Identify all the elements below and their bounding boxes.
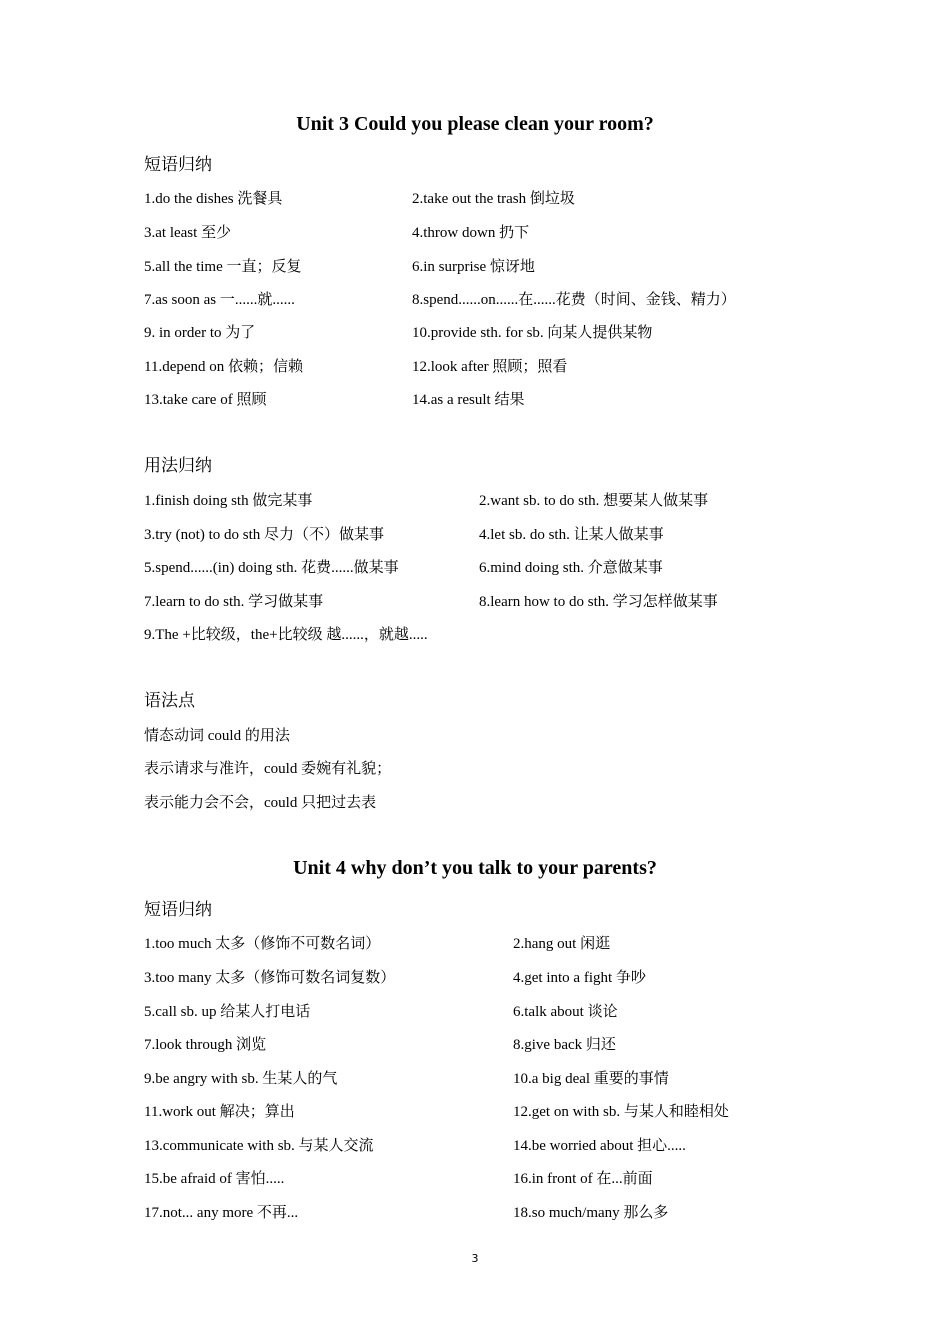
- usage-item: 1.finish doing sth 做完某事: [144, 493, 313, 509]
- phrase-item: 15.be afraid of 害怕.....: [144, 1171, 285, 1187]
- phrase-item: 3.too many 太多（修饰可数名词复数）: [144, 970, 396, 986]
- phrase-item: 14.be worried about 担心.....: [513, 1138, 686, 1154]
- phrase-item: 4.throw down 扔下: [412, 225, 530, 241]
- usage-item: 7.learn to do sth. 学习做某事: [144, 594, 324, 610]
- phrase-item: 18.so much/many 那么多: [513, 1205, 669, 1221]
- page-number: 3: [471, 1252, 479, 1265]
- phrase-item: 5.all the time 一直；反复: [144, 259, 302, 275]
- phrase-item: 10.a big deal 重要的事情: [513, 1071, 669, 1087]
- phrase-item: 11.work out 解决；算出: [144, 1104, 295, 1120]
- phrase-item: 8.give back 归还: [513, 1037, 616, 1053]
- phrase-item: 2.take out the trash 倒垃圾: [412, 191, 575, 207]
- phrase-item: 9.be angry with sb. 生某人的气: [144, 1071, 338, 1087]
- grammar-item: 情态动词 could 的用法: [144, 728, 290, 744]
- usage-item: 3.try (not) to do sth 尽力（不）做某事: [144, 527, 384, 543]
- usage-item: 9.The +比较级，the+比较级 越......，就越.....: [144, 627, 428, 643]
- phrase-item: 14.as a result 结果: [412, 392, 525, 408]
- phrase-item: 7.look through 浏览: [144, 1037, 267, 1053]
- phrase-item: 17.not... any more 不再...: [144, 1205, 299, 1221]
- phrase-item: 1.too much 太多（修饰不可数名词）: [144, 936, 381, 952]
- usage-item: 6.mind doing sth. 介意做某事: [479, 560, 663, 576]
- phrase-item: 6.in surprise 惊讶地: [412, 259, 535, 275]
- phrase-item: 9. in order to 为了: [144, 325, 256, 341]
- usage-item: 8.learn how to do sth. 学习怎样做某事: [479, 594, 718, 610]
- phrase-item: 4.get into a fight 争吵: [513, 970, 646, 986]
- unit3-usage-heading: 用法归纳: [144, 456, 212, 476]
- phrase-item: 8.spend......on......在......花费（时间、金钱、精力）: [412, 292, 736, 308]
- usage-item: 2.want sb. to do sth. 想要某人做某事: [479, 493, 709, 509]
- phrase-item: 7.as soon as 一......就......: [144, 292, 295, 308]
- phrase-item: 1.do the dishes 洗餐具: [144, 191, 283, 207]
- phrase-item: 2.hang out 闲逛: [513, 936, 611, 952]
- unit4-phrases-heading: 短语归纳: [144, 900, 212, 920]
- phrase-item: 6.talk about 谈论: [513, 1004, 618, 1020]
- phrase-item: 13.take care of 照顾: [144, 392, 267, 408]
- usage-item: 4.let sb. do sth. 让某人做某事: [479, 527, 664, 543]
- phrase-item: 5.call sb. up 给某人打电话: [144, 1004, 311, 1020]
- usage-item: 5.spend......(in) doing sth. 花费......做某事: [144, 560, 399, 576]
- phrase-item: 10.provide sth. for sb. 向某人提供某物: [412, 325, 653, 341]
- phrase-item: 13.communicate with sb. 与某人交流: [144, 1138, 374, 1154]
- phrase-item: 12.look after 照顾；照看: [412, 359, 568, 375]
- unit3-phrases-heading: 短语归纳: [144, 155, 212, 175]
- grammar-item: 表示请求与准许，could 委婉有礼貌；: [144, 761, 392, 777]
- unit3-title: Unit 3 Could you please clean your room?: [296, 113, 654, 135]
- grammar-item: 表示能力会不会，could 只把过去表: [144, 795, 377, 811]
- unit4-title: Unit 4 why don’t you talk to your parents?: [293, 857, 657, 879]
- phrase-item: 11.depend on 依赖；信赖: [144, 359, 304, 375]
- phrase-item: 12.get on with sb. 与某人和睦相处: [513, 1104, 729, 1120]
- unit3-grammar-heading: 语法点: [144, 691, 195, 711]
- phrase-item: 16.in front of 在...前面: [513, 1171, 653, 1187]
- phrase-item: 3.at least 至少: [144, 225, 232, 241]
